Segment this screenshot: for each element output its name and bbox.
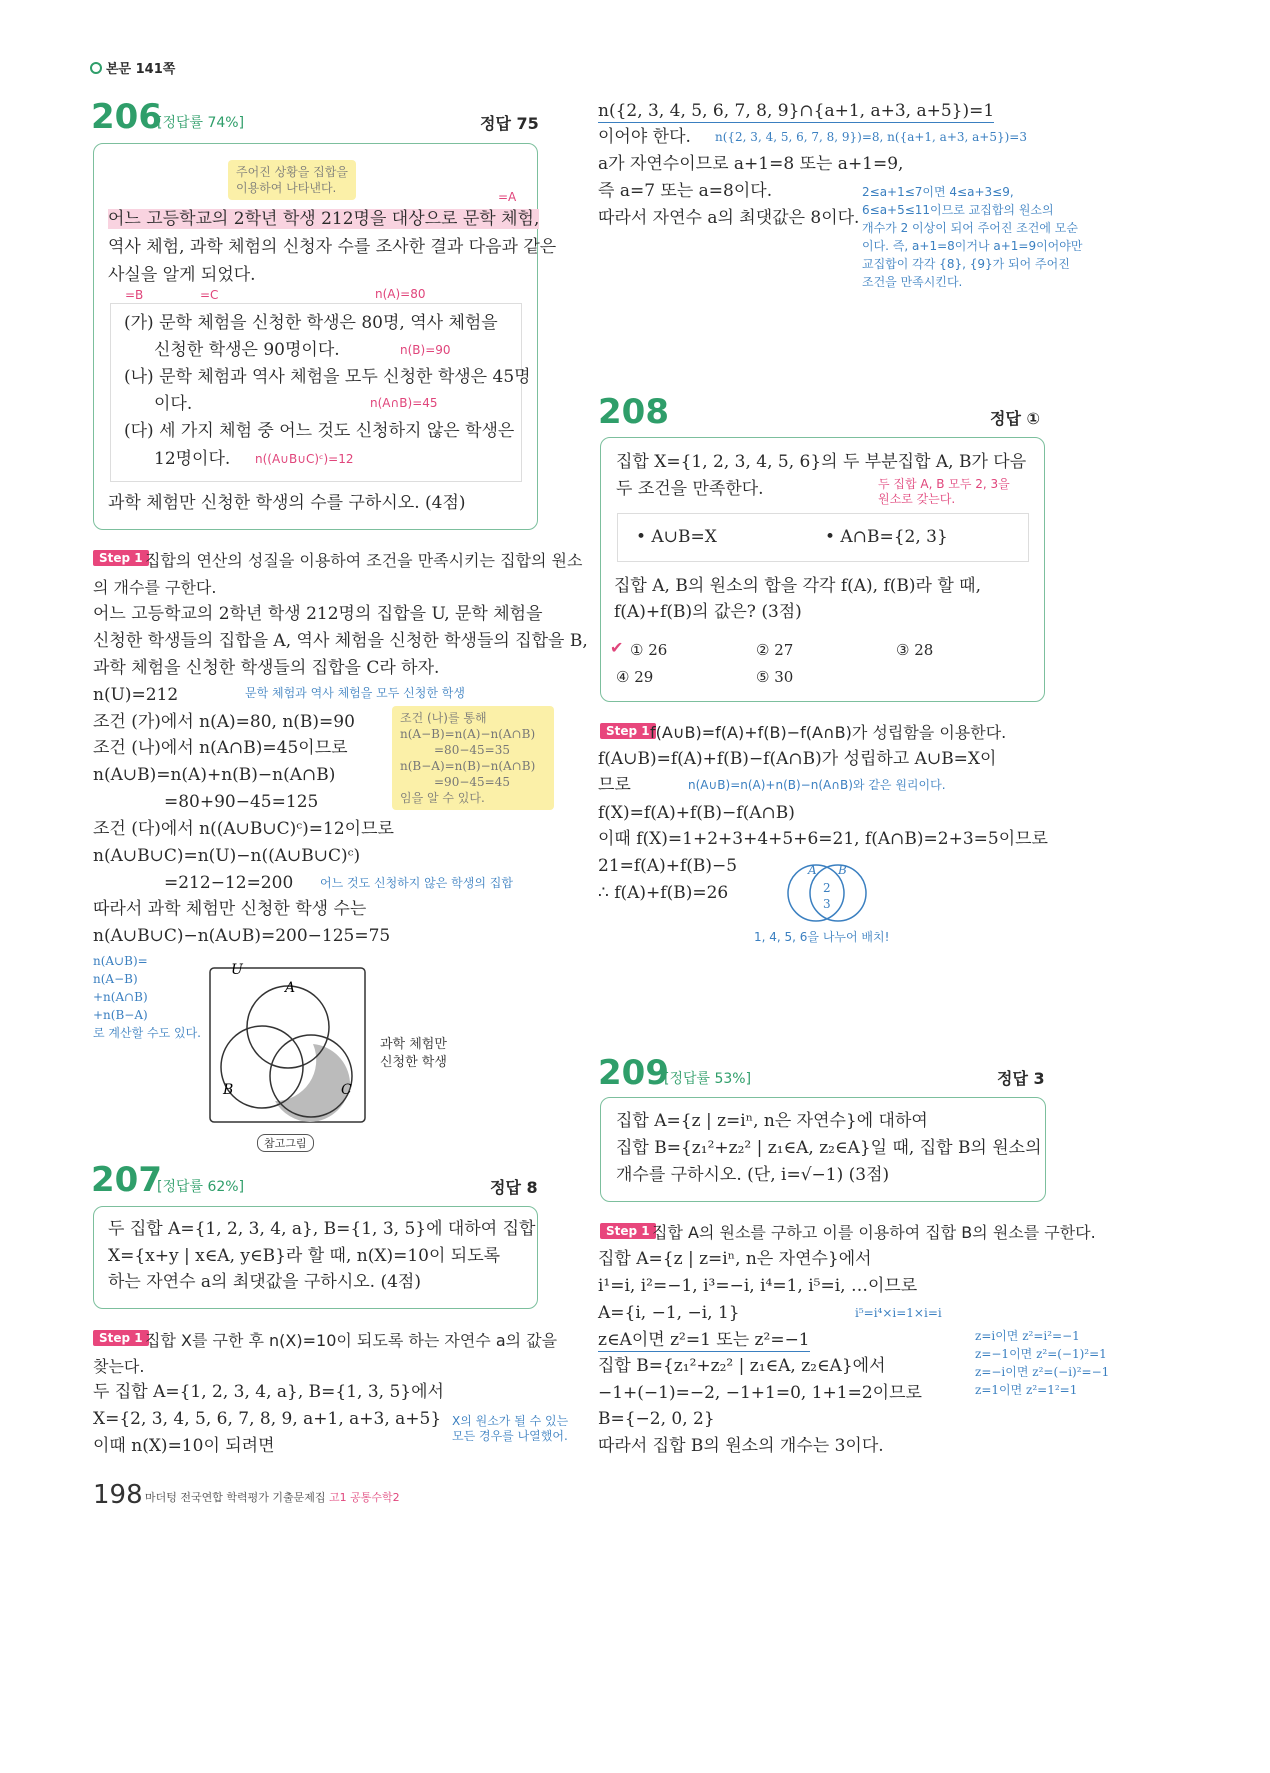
question-line: f(A)+f(B)의 값은? (3점) bbox=[614, 602, 802, 622]
answer: 정답 8 bbox=[490, 1178, 538, 1197]
tag: =B bbox=[125, 288, 144, 302]
side-line: n(A−B) bbox=[93, 972, 138, 986]
solution-line: X={2, 3, 4, 5, 6, 7, 8, 9, a+1, a+3, a+5} bbox=[93, 1409, 442, 1429]
problem-number: 207 bbox=[91, 1160, 162, 1200]
side-line: 로 계산할 수도 있다. bbox=[93, 1026, 201, 1040]
problem-number: 209 bbox=[598, 1053, 669, 1093]
venn-label-a: A bbox=[285, 980, 296, 996]
solution-line: f(X)=f(A)+f(B)−f(A∩B) bbox=[598, 803, 795, 823]
solution-line: A={i, −1, −i, 1} bbox=[598, 1303, 740, 1323]
step-text: 집합 X를 구한 후 n(X)=10이 되도록 하는 자연수 a의 값을 bbox=[145, 1331, 558, 1350]
note-line: 6≤a+5≤11이므로 교집합의 원소의 bbox=[862, 203, 1054, 217]
solution-line: 즉 a=7 또는 a=8이다. bbox=[598, 181, 773, 201]
solution-note bbox=[862, 183, 1082, 291]
question-line: 집합 A, B의 원소의 합을 각각 f(A), f(B)라 할 때, bbox=[614, 576, 981, 596]
solution-line: 조건 (다)에서 n((A∪B∪C)ᶜ)=12이므로 bbox=[93, 819, 394, 839]
circle-icon bbox=[90, 62, 102, 74]
page-ref bbox=[90, 58, 175, 77]
solution-line: z∈A이면 z²=1 또는 z²=−1 bbox=[598, 1330, 810, 1350]
checkmark-icon: ✔ bbox=[610, 638, 624, 657]
correct-rate: [정답률 74%] bbox=[157, 115, 245, 131]
solution-line: i¹=i, i²=−1, i³=−i, i⁴=1, i⁵=i, …이므로 bbox=[598, 1276, 918, 1296]
note-line: 모든 경우를 나열했어. bbox=[452, 1429, 568, 1443]
venn-element: 3 bbox=[823, 897, 831, 911]
question-ask: 과학 체험만 신청한 학생의 수를 구하시오. (4점) bbox=[108, 493, 466, 513]
venn-label-c: C bbox=[341, 1082, 352, 1098]
question-line: 두 집합 A={1, 2, 3, 4, a}, B={1, 3, 5}에 대하여 집합 bbox=[108, 1219, 536, 1239]
step-text: f(A∪B)=f(A)+f(B)−f(A∩B)가 성립함을 이용한다. bbox=[650, 723, 1007, 742]
venn-label-b: B bbox=[223, 1082, 234, 1098]
hint-line: 이용하여 나타낸다. bbox=[236, 181, 337, 195]
book-title bbox=[145, 1489, 400, 1505]
question-line: 집합 A={z | z=iⁿ, n은 자연수}에 대하여 bbox=[616, 1111, 928, 1131]
q-text: 어느 고등학교의 2학년 학생 212명을 대상으로 문학 체험, bbox=[108, 209, 540, 229]
note-line: 두 집합 A, B 모두 2, 3을 bbox=[878, 477, 1010, 491]
venn-label-line: 신청한 학생 bbox=[380, 1055, 447, 1070]
question-line: 역사 체험, 과학 체험의 신청자 수를 조사한 결과 다음과 같은 bbox=[108, 237, 557, 257]
note-line: X의 원소가 될 수 있는 bbox=[452, 1414, 569, 1428]
tag: n(B)=90 bbox=[400, 343, 451, 357]
note-line: 원소로 갖는다. bbox=[878, 492, 956, 506]
note-line: z=1이면 z²=1²=1 bbox=[975, 1383, 1078, 1397]
page-ref-text: 본문 141쪽 bbox=[106, 62, 176, 77]
note-line: z=−1이면 z²=(−1)²=1 bbox=[975, 1347, 1107, 1361]
choice-5[interactable]: ⑤ 30 bbox=[756, 668, 794, 686]
question-line: 하는 자연수 a의 최댓값을 구하시오. (4점) bbox=[108, 1272, 421, 1292]
condition-line: (나) 문학 체험과 역사 체험을 모두 신청한 학생은 45명 bbox=[124, 367, 531, 387]
solution-note bbox=[452, 1414, 568, 1444]
side-line: +n(A∩B) bbox=[93, 990, 148, 1004]
step-text: 찾는다. bbox=[93, 1357, 145, 1376]
hint-line: n(A−B)=n(A)−n(A∩B) bbox=[400, 727, 536, 741]
solution-line: n(U)=212 bbox=[93, 685, 179, 705]
tag: =C bbox=[200, 288, 219, 302]
question-line: 두 조건을 만족한다. bbox=[616, 479, 764, 499]
tag: n(A∩B)=45 bbox=[370, 396, 438, 410]
solution-line: 두 집합 A={1, 2, 3, 4, a}, B={1, 3, 5}에서 bbox=[93, 1382, 444, 1402]
correct-rate: [정답률 53%] bbox=[664, 1071, 752, 1087]
condition-line: (다) 세 가지 체험 중 어느 것도 신청하지 않은 학생은 bbox=[124, 421, 515, 441]
venn-diagram bbox=[780, 860, 875, 925]
step-badge: Step 1 bbox=[93, 1330, 149, 1346]
solution-note: n(A∪B)=n(A)+n(B)−n(A∩B)와 같은 원리이다. bbox=[688, 778, 946, 792]
solution-line: =212−12=200 bbox=[164, 873, 294, 893]
venn-label-line: 과학 체험만 bbox=[380, 1037, 447, 1052]
solution-line: n(A∪B)=n(A)+n(B)−n(A∩B) bbox=[93, 765, 336, 785]
solution-line: 이때 f(X)=1+2+3+4+5+6=21, f(A∩B)=2+3=5이므로 bbox=[598, 829, 1048, 849]
hint-line: =90−45=45 bbox=[434, 775, 510, 789]
choice-2[interactable]: ② 27 bbox=[756, 641, 794, 659]
solution-line: 따라서 자연수 a의 최댓값은 8이다. bbox=[598, 208, 860, 228]
side-line: +n(B−A) bbox=[93, 1008, 148, 1022]
venn-diagram bbox=[205, 962, 375, 1132]
solution-line: 이어야 한다. bbox=[598, 127, 691, 147]
solution-line: 21=f(A)+f(B)−5 bbox=[598, 856, 738, 876]
solution-line: n({2, 3, 4, 5, 6, 7, 8, 9}∩{a+1, a+3, a+5})=1 bbox=[598, 101, 995, 121]
side-line: n(A∪B)= bbox=[93, 954, 148, 968]
solution-note: 문학 체험과 역사 체험을 모두 신청한 학생 bbox=[245, 686, 465, 700]
question-note bbox=[878, 477, 1010, 507]
book-name: 마더텅 전국연합 학력평가 기출문제집 bbox=[145, 1491, 326, 1504]
solution-line: a가 자연수이므로 a+1=8 또는 a+1=9, bbox=[598, 154, 904, 174]
solution-line: n(A∪B∪C)−n(A∪B)=200−125=75 bbox=[93, 926, 391, 946]
page-number: 198 bbox=[93, 1480, 143, 1510]
question-line: 집합 B={z₁²+z₂² | z₁∈A, z₂∈A}일 때, 집합 B의 원소의 bbox=[616, 1138, 1042, 1158]
hint-line: 조건 (나)를 통해 bbox=[400, 711, 487, 725]
tag: n(A)=80 bbox=[375, 287, 426, 301]
answer: 정답 ① bbox=[990, 409, 1041, 428]
solution-line: B={−2, 0, 2} bbox=[598, 1409, 715, 1429]
question-line: 개수를 구하시오. (단, i=√−1) (3점) bbox=[616, 1165, 890, 1185]
step-badge: Step 1 bbox=[600, 723, 656, 739]
note-line: 개수가 2 이상이 되어 주어진 조건에 모순 bbox=[862, 221, 1078, 235]
solution-line: 신청한 학생들의 집합을 A, 역사 체험을 신청한 학생들의 집합을 B, bbox=[93, 631, 588, 651]
answer: 정답 3 bbox=[997, 1069, 1045, 1088]
condition-line: 신청한 학생은 90명이다. bbox=[154, 340, 340, 360]
note-line: z=−i이면 z²=(−i)²=−1 bbox=[975, 1365, 1110, 1379]
note-line: z=i이면 z²=i²=−1 bbox=[975, 1329, 1080, 1343]
answer: 정답 75 bbox=[480, 114, 539, 133]
tag: n((A∪B∪C)ᶜ)=12 bbox=[255, 452, 354, 466]
choice-3[interactable]: ③ 28 bbox=[896, 641, 934, 659]
solution-line: n(A∪B∪C)=n(U)−n((A∪B∪C)ᶜ) bbox=[93, 846, 361, 866]
venn-element: 2 bbox=[823, 881, 831, 895]
problem-number: 206 bbox=[91, 97, 162, 137]
solution-line: f(A∪B)=f(A)+f(B)−f(A∩B)가 성립하고 A∪B=X이 bbox=[598, 749, 997, 769]
hint-line: 주어진 상황을 집합을 bbox=[236, 165, 348, 179]
choice-1[interactable] bbox=[610, 638, 668, 661]
solution-note: 어느 것도 신청하지 않은 학생의 집합 bbox=[320, 876, 513, 890]
figure-caption: 참고그림 bbox=[257, 1134, 314, 1152]
venn-label-b: B bbox=[838, 863, 847, 877]
condition-line: 이다. bbox=[154, 394, 193, 414]
hint-line: 임을 알 수 있다. bbox=[400, 791, 485, 805]
hint-note bbox=[228, 160, 356, 200]
solution-line: =80+90−45=125 bbox=[164, 792, 319, 812]
solution-line: 따라서 집합 B의 원소의 개수는 3이다. bbox=[598, 1436, 884, 1456]
solution-line: 이때 n(X)=10이 되려면 bbox=[93, 1436, 275, 1456]
venn-label-u: U bbox=[231, 962, 243, 978]
note-line: 이다. 즉, a+1=8이거나 a+1=9이어야만 bbox=[862, 239, 1083, 253]
question-line: 사실을 알게 되었다. bbox=[108, 265, 256, 285]
hint-line: =80−45=35 bbox=[434, 743, 510, 757]
question-line bbox=[108, 208, 539, 230]
condition: • A∪B=X bbox=[636, 527, 717, 547]
solution-note bbox=[975, 1327, 1109, 1399]
condition-line: (가) 문학 체험을 신청한 학생은 80명, 역사 체험을 bbox=[124, 313, 498, 333]
solution-line: 집합 A={z | z=iⁿ, n은 자연수}에서 bbox=[598, 1249, 872, 1269]
venn-label bbox=[380, 1036, 447, 1072]
correct-rate: [정답률 62%] bbox=[157, 1179, 245, 1195]
venn-caption: 1, 4, 5, 6을 나누어 배치! bbox=[754, 930, 890, 944]
solution-note: i⁵=i⁴×i=1×i=i bbox=[855, 1306, 942, 1320]
note-line: 2≤a+1≤7이면 4≤a+3≤9, bbox=[862, 185, 1014, 199]
step-badge: Step 1 bbox=[93, 550, 149, 566]
condition: • A∩B={2, 3} bbox=[825, 527, 948, 547]
step-text: 집합의 연산의 성질을 이용하여 조건을 만족시키는 집합의 원소 bbox=[145, 551, 583, 570]
step-text: 집합 A의 원소를 구하고 이를 이용하여 집합 B의 원소를 구한다. bbox=[652, 1223, 1096, 1242]
book-subject: 고1 공통수학2 bbox=[329, 1491, 400, 1504]
note-line: 조건을 만족시킨다. bbox=[862, 275, 963, 289]
problem-number: 208 bbox=[598, 392, 669, 432]
condition-line: 12명이다. bbox=[154, 449, 231, 469]
solution-note: n({2, 3, 4, 5, 6, 7, 8, 9})=8, n({a+1, a+3, a+5})=3 bbox=[715, 130, 1027, 144]
solution-line: 조건 (가)에서 n(A)=80, n(B)=90 bbox=[93, 712, 355, 732]
solution-line: 조건 (나)에서 n(A∩B)=45이므로 bbox=[93, 738, 348, 758]
side-note bbox=[93, 952, 201, 1042]
choice-4[interactable]: ④ 29 bbox=[616, 668, 654, 686]
solution-line: 과학 체험을 신청한 학생들의 집합을 C라 하자. bbox=[93, 658, 440, 678]
step-badge: Step 1 bbox=[600, 1223, 656, 1239]
question-line: X={x+y | x∈A, y∈B}라 할 때, n(X)=10이 되도록 bbox=[108, 1246, 501, 1266]
science-only-region bbox=[275, 1044, 350, 1122]
hint-note bbox=[392, 706, 554, 810]
choice-text: ① 26 bbox=[630, 641, 668, 659]
solution-line: 므로 bbox=[598, 775, 631, 795]
solution-line: 어느 고등학교의 2학년 학생 212명의 집합을 U, 문학 체험을 bbox=[93, 604, 543, 624]
solution-line: 따라서 과학 체험만 신청한 학생 수는 bbox=[93, 899, 367, 919]
solution-line: 집합 B={z₁²+z₂² | z₁∈A, z₂∈A}에서 bbox=[598, 1356, 886, 1376]
hint-line: n(B−A)=n(B)−n(A∩B) bbox=[400, 759, 536, 773]
solution-line: −1+(−1)=−2, −1+1=0, 1+1=2이므로 bbox=[598, 1383, 922, 1403]
solution-line: ∴ f(A)+f(B)=26 bbox=[598, 883, 729, 903]
tag: =A bbox=[498, 190, 517, 204]
note-line: 교집합이 각각 {8}, {9}가 되어 주어진 bbox=[862, 257, 1070, 271]
question-line: 집합 X={1, 2, 3, 4, 5, 6}의 두 부분집합 A, B가 다음 bbox=[616, 452, 1027, 472]
venn-label-a: A bbox=[808, 863, 817, 877]
step-text: 의 개수를 구한다. bbox=[93, 578, 217, 597]
